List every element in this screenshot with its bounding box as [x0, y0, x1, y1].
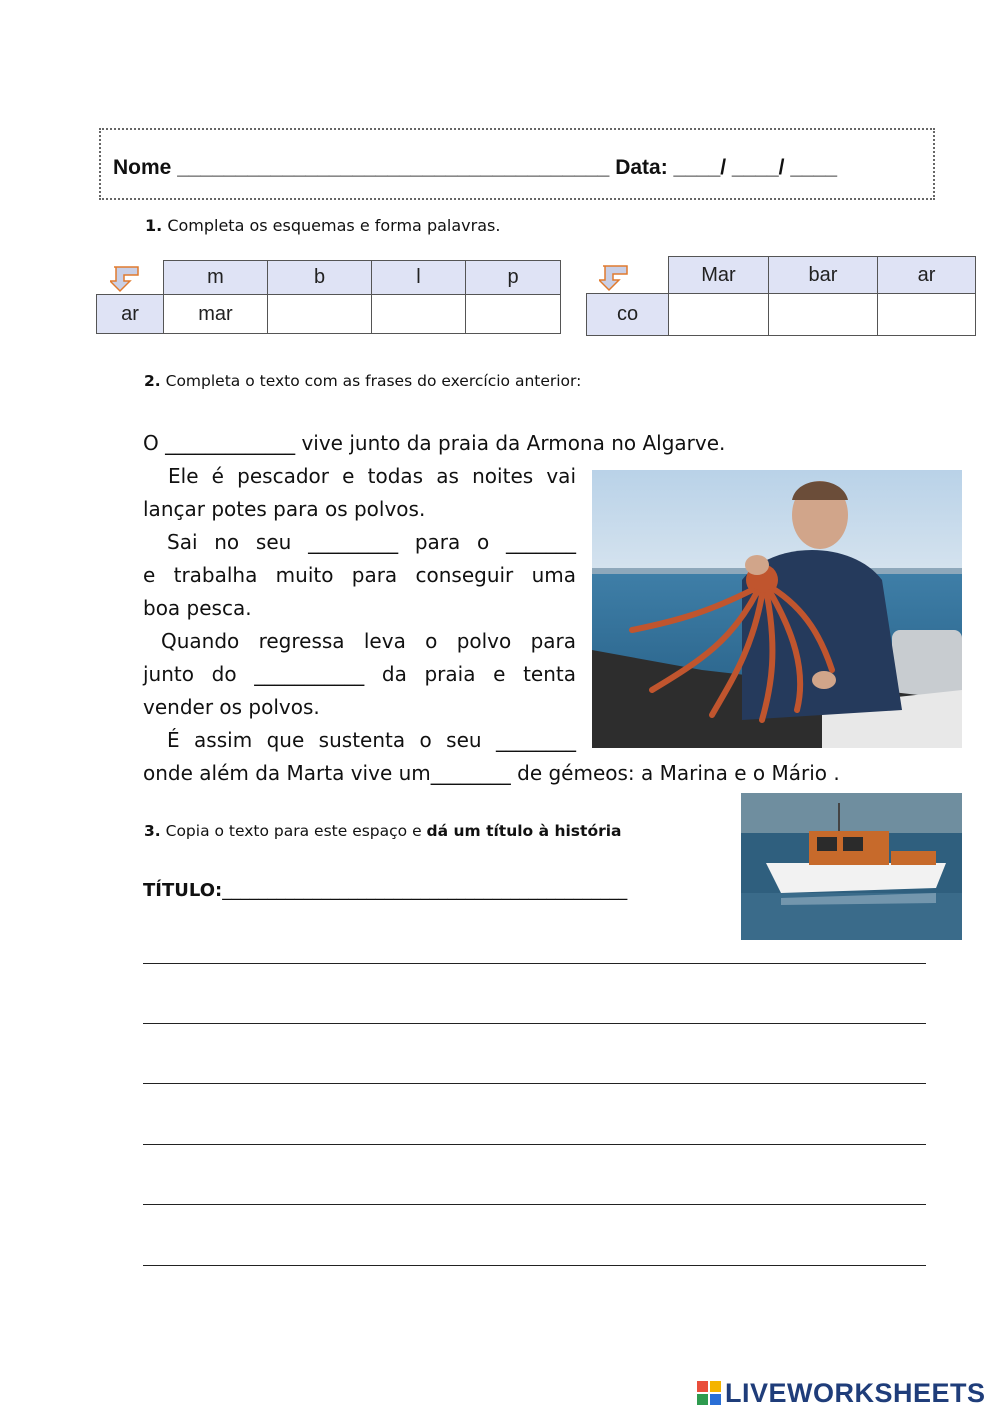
exercise3-text: Copia o texto para este espaço e	[165, 822, 427, 840]
story-line: O _____________ vive junto da praia da Armona no Algarve.	[143, 431, 726, 455]
scheme-left-letter: m	[164, 261, 268, 295]
boat-photo	[741, 793, 962, 940]
liveworksheets-brand: LIVEWORKSHEETS	[725, 1377, 986, 1408]
scheme-right-header: Mar	[669, 257, 769, 294]
writing-line[interactable]	[143, 1023, 926, 1024]
header-line	[113, 156, 837, 180]
story-line: Sai no seu _________ para o _______	[167, 530, 576, 554]
scheme-left-stem: ar	[97, 295, 164, 334]
exercise3-bold-text: dá um título à história	[426, 822, 622, 840]
scheme-right-header: bar	[769, 257, 878, 294]
scheme-left-letter: b	[268, 261, 372, 295]
writing-line[interactable]	[143, 1204, 926, 1205]
header-box	[99, 128, 935, 200]
scheme-left	[96, 260, 561, 334]
scheme-left-answer: mar	[164, 295, 268, 334]
writing-line[interactable]	[143, 963, 926, 964]
scheme-right-corner	[587, 257, 669, 294]
titulo-field[interactable]: _____________________________________________	[222, 880, 628, 901]
exercise2-number: 2.	[144, 372, 161, 390]
story-line: boa pesca.	[143, 596, 252, 620]
nome-label: Nome	[113, 156, 172, 179]
story-line: junto do ___________ da praia e tenta	[143, 662, 576, 686]
scheme-left-letter: l	[372, 261, 466, 295]
scheme-left-answer-input[interactable]	[466, 295, 561, 334]
scheme-left-answer-input[interactable]	[268, 295, 372, 334]
exercise3-instruction	[144, 822, 622, 840]
story-line: e trabalha muito para conseguir uma	[143, 563, 576, 587]
exercise1-instruction	[145, 216, 500, 235]
data-field[interactable]: ____/ ____/ ____	[673, 156, 838, 179]
scheme-right-answer-input[interactable]	[769, 294, 878, 336]
scheme-right	[586, 256, 976, 336]
scheme-right-answer-input[interactable]	[878, 294, 976, 336]
scheme-left-answer-input[interactable]	[372, 295, 466, 334]
titulo-line	[143, 880, 627, 901]
liveworksheets-logo-icon	[697, 1381, 721, 1405]
scheme-right-stem: co	[587, 294, 669, 336]
exercise2-instruction	[144, 372, 581, 390]
exercise1-number: 1.	[145, 216, 163, 235]
story-line: É assim que sustenta o seu ________	[167, 728, 576, 752]
story-line: lançar potes para os polvos.	[143, 497, 426, 521]
story-line: Quando regressa leva o polvo para	[161, 629, 576, 653]
writing-line[interactable]	[143, 1144, 926, 1145]
nome-field[interactable]: _____________________________________	[177, 156, 610, 179]
story-line: Ele é pescador e todas as noites vai	[168, 464, 576, 488]
writing-line[interactable]	[143, 1083, 926, 1084]
scheme-left-letter: p	[466, 261, 561, 295]
scheme-right-answer-input[interactable]	[669, 294, 769, 336]
story-line: vender os polvos.	[143, 695, 320, 719]
scheme-left-corner	[97, 261, 164, 295]
exercise2-text: Completa o texto com as frases do exercício anterior:	[165, 372, 582, 390]
liveworksheets-logo	[697, 1376, 993, 1410]
exercise3-number: 3.	[144, 822, 161, 840]
story-line: onde além da Marta vive um________ de gémeos: a Marina e o Mário .	[143, 761, 840, 785]
data-label: Data:	[615, 156, 668, 179]
writing-line[interactable]	[143, 1265, 926, 1266]
exercise1-text: Completa os esquemas e forma palavras.	[167, 216, 501, 235]
scheme-right-header: ar	[878, 257, 976, 294]
titulo-label: TÍTULO:	[143, 880, 223, 901]
fisherman-octopus-photo	[592, 470, 962, 748]
